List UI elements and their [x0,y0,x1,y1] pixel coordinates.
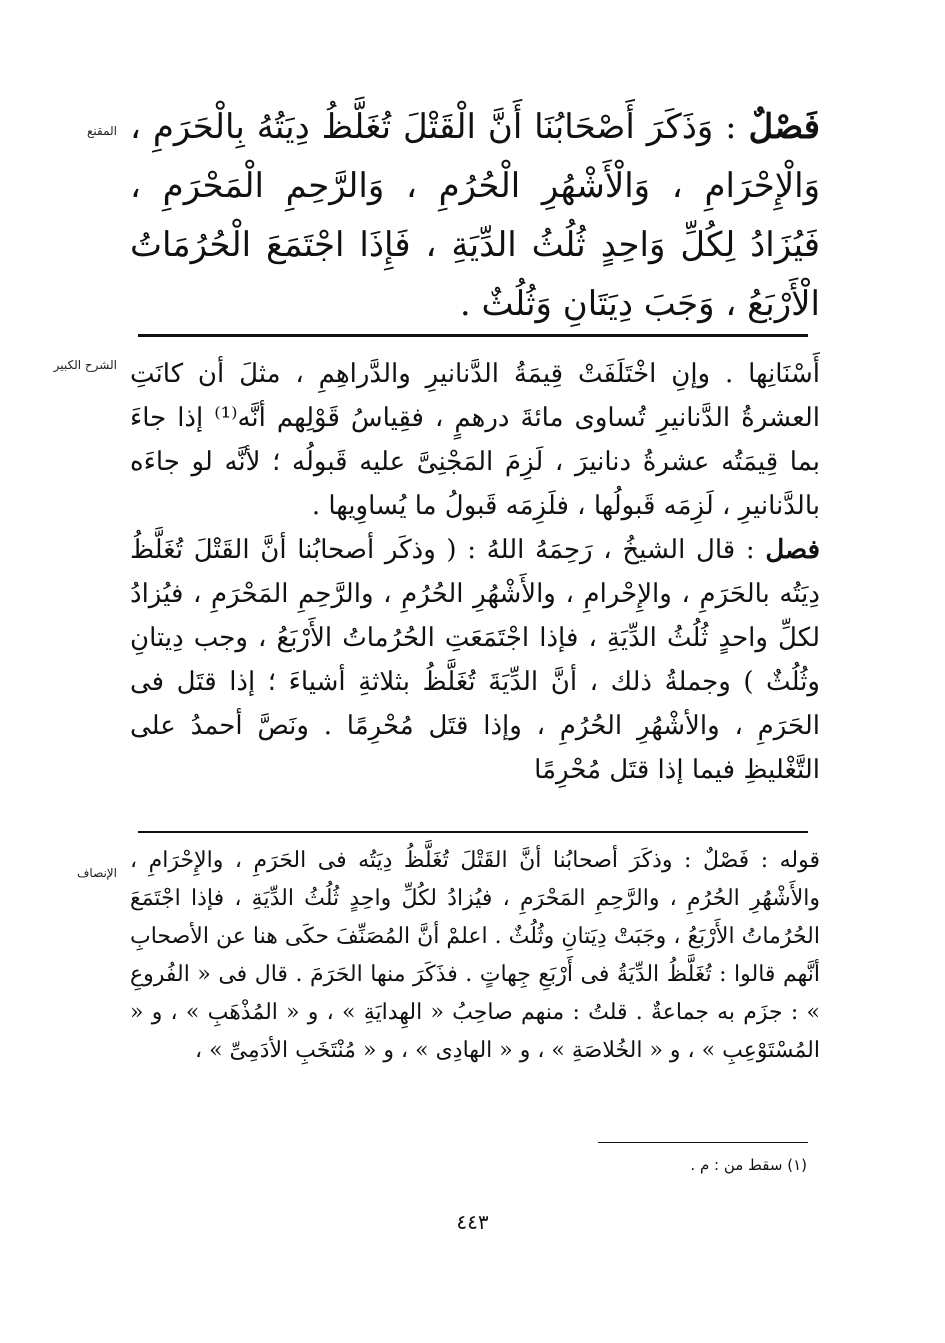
footnote-divider [598,1142,808,1143]
muqni-section [130,98,820,334]
insaf-section [130,842,820,1070]
sharh-heading: فصل [765,535,820,565]
footnote: (١) سقط من : م . [690,1156,807,1174]
muqni-text: : وَذَكَرَ أَصْحَابُنَا أَنَّ الْقَتْلَ تُغَلَّظُ دِيَتُهُ بِالْحَرَمِ ، وَالْإِحْرَامِ ، وَالْأَشْهُرِ الْحُرُمِ ، وَالرَّحِمِ الْمَحْرَمِ ، فَيُزَادُ لِكُلِّ وَاحِدٍ ثُلُثُ الدِّيَةِ ، فَإِذَا اجْتَمَعَ الْحُرُمَاتُ الْأَرْبَعُ ، وَجَبَ دِيَتَانِ وَثُلُثٌ . [130,107,820,324]
insaf-paragraph: قوله : فَصْلٌ : وذكَرَ أصحابُنا أنَّ القَتْلَ تُغَلَّظُ دِيَتُه فى الحَرَمِ ، والإِحْرَامِ ، والأَشْهُرِ الحُرُمِ ، والرَّحِمِ المَحْرَمِ ، فيُزادُ لكُلِّ واحِدٍ ثُلُثُ الدِّيَةِ ، فإذا اجْتَمَعَ الحُرُماتُ الأَرْبَعُ ، وجَبَتْ دِيَتانِ وثُلُثٌ . اعلمْ أنَّ المُصَنِّفَ حكَى هنا عن الأصحابِ أنَّهم قالوا : تُغَلَّظُ الدِّيَةُ فى أَرْبَعِ جِهاتٍ . فذَكَرَ منها الحَرَمَ . قال فى « الفُروعِ » : جزَم به جماعةٌ . قلتُ : منهم صاحِبُ « الهِدايَةِ » ، و « المُذْهَبِ » ، و « المُسْتَوْعِبِ » ، و « الخُلاصَةِ » ، و « الهادِى » ، و « مُنْتَخَبِ الأدَمِىِّ » ، [130,848,820,1063]
label-muqni: المقنع [86,124,117,138]
label-sharh: الشرح الكبير [53,358,117,372]
label-insaf: الإنصاف [76,866,117,880]
divider-thin [138,831,808,833]
sharh-paragraph-2 [130,528,820,792]
sharh-paragraph-1: أَسْنَانِها . وإنِ اخْتَلَفَتْ قِيمَةُ الدَّنانيرِ والدَّراهِمِ ، مثلَ أن كانَتِ العشرةُ الدَّنانيرِ تُساوى مائةَ درهمٍ ، فقِياسُ قَوْلِهم أنَّه⁽¹⁾ إذا جاءَ بما قِيمَتُه عشرةُ دنانيرَ ، لَزِمَ المَجْنِىَّ عليه قَبولُه ؛ لأنَّه لو جاءَه بالدَّنانيرِ ، لَزِمَه قَبولُها ، فلَزِمَه قَبولُ ما يُساوِيها . [130,359,820,521]
divider-thick [138,334,808,337]
page-number: ٤٤٣ [456,1210,489,1234]
sharh-section [130,352,820,792]
sharh-text: : قال الشيخُ ، رَحِمَهُ اللهُ : ( وذكَر أصحابُنا أنَّ القَتْلَ تُغَلَّظُ دِيَتُه بالحَرَمِ ، والإِحْرامِ ، والأَشْهُرِ الحُرُمِ ، والرَّحِمِ المَحْرَمِ ، فيُزادُ لكلِّ واحدٍ ثُلُثُ الدِّيَةِ ، فإذا اجْتَمَعَتِ الحُرُماتُ الأَرْبَعُ ، وجب دِيتانِ وثُلُثٌ ) وجملةُ ذلك ، أنَّ الدِّيَةَ تُغَلَّظُ بثلاثةِ أشياءَ ؛ إذا قتَل فى الحَرَمِ ، والأشْهُرِ الحُرُمِ ، وإذا قتَل مُحْرِمًا . ونَصَّ أحمدُ على التَّغْليظِ فيما إذا قتَل مُحْرِمًا [130,535,820,785]
muqni-paragraph [130,98,820,334]
muqni-heading: فَصْلٌ [748,107,820,147]
